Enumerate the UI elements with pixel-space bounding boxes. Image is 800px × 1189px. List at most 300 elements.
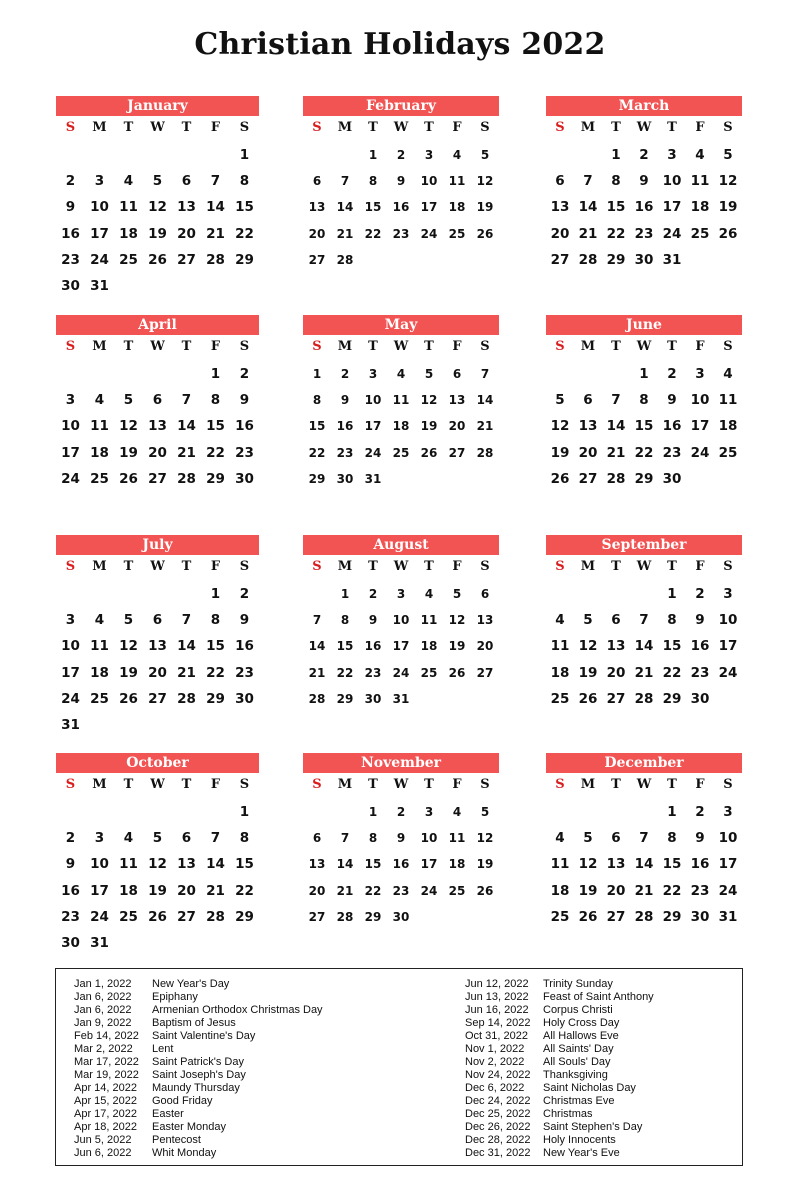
- day-cell: 1: [239, 147, 250, 163]
- holiday-date: Jan 9, 2022: [74, 1017, 132, 1029]
- holiday-name: Saint Nicholas Day: [543, 1082, 636, 1094]
- empty-cell: [546, 142, 574, 168]
- day-cell: 3: [368, 367, 378, 381]
- weekday-label: M: [580, 119, 596, 135]
- day-cell: 18: [119, 225, 138, 242]
- day-cell: 22: [235, 225, 254, 242]
- day-cell: 10: [61, 638, 80, 655]
- day-cell: 18: [90, 444, 109, 461]
- day-cell: 21: [578, 225, 598, 242]
- day-cell: 29: [634, 470, 654, 487]
- day-cell: 27: [606, 690, 626, 707]
- day-cell: 27: [148, 690, 167, 707]
- weekday-label: T: [368, 558, 378, 574]
- holiday-row: [74, 1069, 323, 1082]
- day-cell: 1: [210, 586, 221, 602]
- empty-cell: [172, 581, 201, 607]
- day-cell: 24: [718, 664, 738, 681]
- holiday-name: Feast of Saint Anthony: [543, 991, 654, 1003]
- month-header: June: [546, 315, 742, 335]
- day-cell: 21: [634, 882, 654, 899]
- holiday-date: Apr 14, 2022: [74, 1082, 137, 1094]
- day-cell: 24: [420, 226, 438, 241]
- day-cell: 1: [667, 586, 677, 602]
- day-grid: [303, 361, 499, 492]
- holiday-date: Nov 1, 2022: [465, 1043, 525, 1055]
- day-cell: 30: [235, 470, 254, 487]
- empty-cell: [143, 799, 172, 825]
- day-cell: 20: [148, 444, 167, 461]
- day-cell: 7: [181, 612, 192, 629]
- day-cell: 1: [667, 804, 677, 820]
- day-cell: 10: [718, 830, 738, 847]
- day-cell: 8: [667, 612, 677, 629]
- day-cell: 9: [239, 392, 250, 409]
- holiday-row: [465, 1004, 654, 1017]
- day-cell: 27: [177, 251, 196, 268]
- day-cell: 16: [392, 200, 410, 215]
- holiday-name: Saint Joseph's Day: [152, 1069, 246, 1081]
- weekday-label: M: [337, 338, 353, 354]
- day-cell: 6: [555, 173, 565, 190]
- month-header: November: [303, 753, 499, 773]
- holiday-name: Pentecost: [152, 1134, 201, 1146]
- empty-cell: [56, 799, 85, 825]
- day-cell: 28: [476, 445, 494, 460]
- holiday-date: Jun 16, 2022: [465, 1004, 529, 1016]
- day-cell: 5: [583, 830, 593, 847]
- day-cell: 17: [90, 225, 109, 242]
- day-cell: 1: [368, 148, 378, 162]
- day-cell: 7: [480, 367, 490, 381]
- day-cell: 20: [177, 225, 196, 242]
- day-cell: 28: [336, 909, 354, 924]
- day-cell: 3: [65, 612, 76, 629]
- holiday-date: Dec 31, 2022: [465, 1147, 531, 1159]
- holiday-name: Christmas Eve: [543, 1095, 615, 1107]
- day-cell: 28: [606, 470, 626, 487]
- holiday-date: Apr 15, 2022: [74, 1095, 137, 1107]
- day-cell: 26: [119, 690, 138, 707]
- day-cell: 14: [578, 199, 598, 216]
- holiday-row: [74, 1108, 323, 1121]
- empty-cell: [201, 142, 230, 168]
- day-cell: 3: [396, 587, 406, 601]
- weekday-label: W: [636, 338, 652, 354]
- weekday-label: S: [312, 119, 322, 135]
- weekday-label: S: [312, 338, 322, 354]
- empty-cell: [331, 142, 359, 168]
- day-cell: 15: [662, 856, 682, 873]
- day-cell: 22: [634, 444, 654, 461]
- weekday-label: S: [723, 558, 733, 574]
- holiday-row: [465, 1017, 654, 1030]
- day-cell: 21: [177, 444, 196, 461]
- day-cell: 7: [340, 831, 350, 846]
- weekday-label: F: [452, 338, 462, 354]
- day-cell: 25: [690, 225, 710, 242]
- day-cell: 6: [611, 612, 621, 629]
- day-cell: 5: [480, 148, 490, 162]
- holiday-name: Corpus Christi: [543, 1004, 613, 1016]
- day-cell: 19: [550, 444, 570, 461]
- day-cell: 19: [718, 199, 738, 216]
- day-cell: 12: [550, 418, 570, 435]
- day-cell: 7: [312, 613, 322, 628]
- holiday-row: [465, 1069, 654, 1082]
- weekday-label: W: [393, 558, 409, 574]
- day-cell: 23: [662, 444, 682, 461]
- day-cell: 4: [555, 830, 565, 847]
- day-cell: 14: [336, 200, 354, 215]
- day-cell: 13: [578, 418, 598, 435]
- day-cell: 10: [420, 174, 438, 189]
- holiday-date: Dec 6, 2022: [465, 1082, 525, 1094]
- day-grid: [546, 581, 742, 712]
- day-cell: 24: [61, 690, 80, 707]
- weekday-row: [546, 116, 742, 138]
- day-cell: 3: [424, 805, 434, 819]
- holiday-row: [74, 1030, 323, 1043]
- day-cell: 3: [723, 586, 733, 602]
- day-cell: 6: [452, 367, 462, 381]
- weekday-label: W: [150, 558, 165, 574]
- day-cell: 25: [119, 251, 138, 268]
- day-cell: 19: [148, 882, 167, 899]
- day-cell: 4: [94, 612, 105, 629]
- holiday-row: [74, 1056, 323, 1069]
- weekday-label: T: [181, 119, 192, 135]
- day-cell: 29: [308, 471, 326, 486]
- holiday-name: Whit Monday: [152, 1147, 217, 1159]
- weekday-label: W: [636, 119, 652, 135]
- weekday-label: M: [92, 119, 107, 135]
- weekday-label: W: [393, 119, 409, 135]
- day-cell: 28: [308, 691, 326, 706]
- holiday-name: Easter: [152, 1108, 184, 1120]
- day-cell: 2: [396, 805, 406, 819]
- weekday-label: W: [393, 776, 409, 792]
- day-cell: 25: [718, 444, 738, 461]
- month-header: April: [56, 315, 259, 335]
- holiday-date: Apr 17, 2022: [74, 1108, 137, 1120]
- day-cell: 5: [583, 612, 593, 629]
- day-cell: 17: [364, 419, 382, 434]
- day-cell: 10: [61, 418, 80, 435]
- day-cell: 22: [308, 445, 326, 460]
- weekday-label: T: [123, 119, 134, 135]
- holiday-date: Jan 6, 2022: [74, 991, 132, 1003]
- holiday-name: New Year's Day: [152, 978, 230, 990]
- day-cell: 22: [336, 665, 354, 680]
- holiday-row: [74, 1004, 323, 1017]
- day-cell: 8: [639, 392, 649, 409]
- day-cell: 10: [392, 613, 410, 628]
- empty-cell: [172, 361, 201, 387]
- day-cell: 27: [308, 252, 326, 267]
- day-cell: 18: [392, 419, 410, 434]
- day-cell: 2: [340, 367, 350, 381]
- empty-cell: [56, 142, 85, 168]
- month-may: [303, 315, 499, 492]
- weekday-label: W: [150, 338, 165, 354]
- day-cell: 25: [90, 690, 109, 707]
- day-cell: 20: [578, 444, 598, 461]
- day-cell: 6: [583, 392, 593, 409]
- weekday-row: [56, 335, 259, 357]
- day-cell: 11: [718, 392, 738, 409]
- day-cell: 18: [550, 882, 570, 899]
- day-cell: 10: [90, 856, 109, 873]
- holiday-name: Thanksgiving: [543, 1069, 608, 1081]
- day-cell: 3: [695, 366, 705, 382]
- weekday-label: T: [611, 338, 621, 354]
- weekday-label: S: [480, 558, 490, 574]
- weekday-label: T: [667, 558, 677, 574]
- day-cell: 1: [340, 587, 350, 601]
- holiday-row: [465, 978, 654, 991]
- day-cell: 30: [61, 277, 80, 294]
- month-header: July: [56, 535, 259, 555]
- day-cell: 29: [662, 908, 682, 925]
- holiday-name: All Saints' Day: [543, 1043, 614, 1055]
- holiday-name: Holy Innocents: [543, 1134, 616, 1146]
- empty-cell: [56, 581, 85, 607]
- day-cell: 14: [634, 638, 654, 655]
- day-cell: 21: [336, 226, 354, 241]
- holiday-row: [465, 1134, 654, 1147]
- weekday-label: M: [580, 558, 596, 574]
- day-cell: 15: [662, 638, 682, 655]
- day-cell: 9: [239, 612, 250, 629]
- weekday-label: S: [65, 558, 76, 574]
- day-cell: 10: [90, 199, 109, 216]
- day-cell: 26: [578, 908, 598, 925]
- day-cell: 5: [723, 147, 733, 163]
- day-cell: 6: [611, 830, 621, 847]
- day-cell: 21: [336, 883, 354, 898]
- day-cell: 2: [239, 366, 250, 382]
- holiday-date: Nov 24, 2022: [465, 1069, 531, 1081]
- day-cell: 4: [452, 805, 462, 819]
- empty-cell: [574, 142, 602, 168]
- day-cell: 15: [235, 199, 254, 216]
- holiday-row: [465, 1095, 654, 1108]
- day-cell: 25: [448, 226, 466, 241]
- day-cell: 12: [420, 393, 438, 408]
- holiday-date: Feb 14, 2022: [74, 1030, 139, 1042]
- holiday-list: [55, 968, 743, 1166]
- weekday-label: W: [150, 119, 165, 135]
- day-cell: 7: [340, 174, 350, 189]
- day-cell: 29: [662, 690, 682, 707]
- day-cell: 27: [448, 445, 466, 460]
- day-grid: [303, 581, 499, 712]
- day-cell: 14: [206, 199, 225, 216]
- day-cell: 26: [420, 445, 438, 460]
- day-cell: 16: [336, 419, 354, 434]
- holiday-name: Easter Monday: [152, 1121, 226, 1133]
- empty-cell: [602, 581, 630, 607]
- day-cell: 20: [550, 225, 570, 242]
- day-cell: 4: [452, 148, 462, 162]
- day-cell: 28: [177, 470, 196, 487]
- day-cell: 26: [148, 908, 167, 925]
- day-cell: 15: [606, 199, 626, 216]
- month-header: September: [546, 535, 742, 555]
- weekday-label: M: [337, 776, 353, 792]
- weekday-label: S: [480, 119, 490, 135]
- day-cell: 21: [206, 882, 225, 899]
- day-cell: 2: [239, 586, 250, 602]
- day-cell: 5: [452, 587, 462, 601]
- day-cell: 11: [448, 174, 466, 189]
- holiday-row: [465, 1108, 654, 1121]
- weekday-label: W: [636, 776, 652, 792]
- empty-cell: [602, 361, 630, 387]
- day-cell: 26: [476, 883, 494, 898]
- day-cell: 15: [308, 419, 326, 434]
- day-cell: 22: [206, 444, 225, 461]
- day-cell: 14: [336, 857, 354, 872]
- holiday-date: Mar 17, 2022: [74, 1056, 139, 1068]
- weekday-label: T: [181, 558, 192, 574]
- day-cell: 17: [61, 444, 80, 461]
- day-cell: 4: [396, 367, 406, 381]
- day-cell: 9: [340, 393, 350, 408]
- day-cell: 11: [119, 856, 138, 873]
- holiday-name: Saint Patrick's Day: [152, 1056, 244, 1068]
- holiday-row: [465, 1043, 654, 1056]
- day-cell: 30: [392, 909, 410, 924]
- day-cell: 13: [308, 200, 326, 215]
- holiday-row: [74, 1134, 323, 1147]
- day-cell: 30: [364, 691, 382, 706]
- day-cell: 12: [578, 638, 598, 655]
- day-cell: 25: [550, 908, 570, 925]
- day-cell: 13: [177, 856, 196, 873]
- day-cell: 9: [695, 830, 705, 847]
- day-cell: 28: [206, 251, 225, 268]
- day-cell: 9: [695, 612, 705, 629]
- day-cell: 19: [119, 664, 138, 681]
- day-cell: 14: [476, 393, 494, 408]
- day-cell: 11: [550, 856, 570, 873]
- holiday-row: [74, 1095, 323, 1108]
- day-cell: 26: [119, 470, 138, 487]
- weekday-label: S: [65, 119, 76, 135]
- day-cell: 12: [718, 173, 738, 190]
- month-september: [546, 535, 742, 712]
- weekday-label: F: [695, 558, 705, 574]
- empty-cell: [546, 581, 574, 607]
- day-cell: 3: [94, 173, 105, 190]
- day-cell: 2: [396, 148, 406, 162]
- day-cell: 21: [308, 665, 326, 680]
- day-cell: 18: [119, 882, 138, 899]
- day-cell: 4: [424, 587, 434, 601]
- month-february: [303, 96, 499, 273]
- day-cell: 29: [235, 251, 254, 268]
- day-cell: 21: [206, 225, 225, 242]
- day-cell: 9: [65, 856, 76, 873]
- weekday-label: S: [65, 338, 76, 354]
- day-cell: 23: [690, 664, 710, 681]
- day-cell: 16: [392, 857, 410, 872]
- holiday-row: [465, 1056, 654, 1069]
- weekday-label: W: [393, 338, 409, 354]
- day-cell: 29: [206, 690, 225, 707]
- holiday-name: Armenian Orthodox Christmas Day: [152, 1004, 323, 1016]
- day-cell: 25: [420, 665, 438, 680]
- day-cell: 1: [312, 367, 322, 381]
- day-cell: 8: [340, 613, 350, 628]
- day-cell: 5: [555, 392, 565, 409]
- day-cell: 28: [634, 908, 654, 925]
- day-cell: 17: [718, 638, 738, 655]
- day-cell: 27: [606, 908, 626, 925]
- day-cell: 26: [148, 251, 167, 268]
- weekday-label: M: [580, 776, 596, 792]
- holiday-name: Lent: [152, 1043, 174, 1055]
- weekday-label: S: [555, 119, 565, 135]
- day-cell: 17: [90, 882, 109, 899]
- day-grid: [303, 142, 499, 273]
- day-cell: 19: [578, 882, 598, 899]
- page-title: Christian Holidays 2022: [194, 27, 606, 62]
- holiday-date: Jun 12, 2022: [465, 978, 529, 990]
- weekday-label: T: [123, 558, 134, 574]
- day-cell: 6: [181, 830, 192, 847]
- empty-cell: [143, 142, 172, 168]
- day-cell: 14: [606, 418, 626, 435]
- day-cell: 6: [181, 173, 192, 190]
- day-cell: 15: [634, 418, 654, 435]
- day-cell: 30: [235, 690, 254, 707]
- day-cell: 5: [152, 173, 163, 190]
- weekday-label: W: [636, 558, 652, 574]
- day-cell: 23: [235, 444, 254, 461]
- day-cell: 27: [550, 251, 570, 268]
- day-cell: 19: [119, 444, 138, 461]
- day-cell: 11: [392, 393, 410, 408]
- day-cell: 30: [690, 690, 710, 707]
- weekday-label: T: [424, 119, 434, 135]
- empty-cell: [546, 361, 574, 387]
- weekday-label: T: [667, 119, 677, 135]
- day-cell: 23: [61, 908, 80, 925]
- day-cell: 23: [364, 665, 382, 680]
- day-cell: 12: [119, 638, 138, 655]
- day-cell: 31: [662, 251, 682, 268]
- day-cell: 22: [364, 883, 382, 898]
- month-november: [303, 753, 499, 930]
- holiday-column-left: [74, 978, 323, 1160]
- weekday-label: F: [695, 338, 705, 354]
- empty-cell: [201, 799, 230, 825]
- day-cell: 28: [634, 690, 654, 707]
- day-cell: 24: [718, 882, 738, 899]
- empty-cell: [85, 581, 114, 607]
- empty-cell: [303, 799, 331, 825]
- day-cell: 17: [392, 639, 410, 654]
- weekday-label: S: [723, 776, 733, 792]
- holiday-name: Baptism of Jesus: [152, 1017, 236, 1029]
- day-cell: 10: [718, 612, 738, 629]
- empty-cell: [574, 799, 602, 825]
- day-cell: 20: [148, 664, 167, 681]
- weekday-label: T: [368, 776, 378, 792]
